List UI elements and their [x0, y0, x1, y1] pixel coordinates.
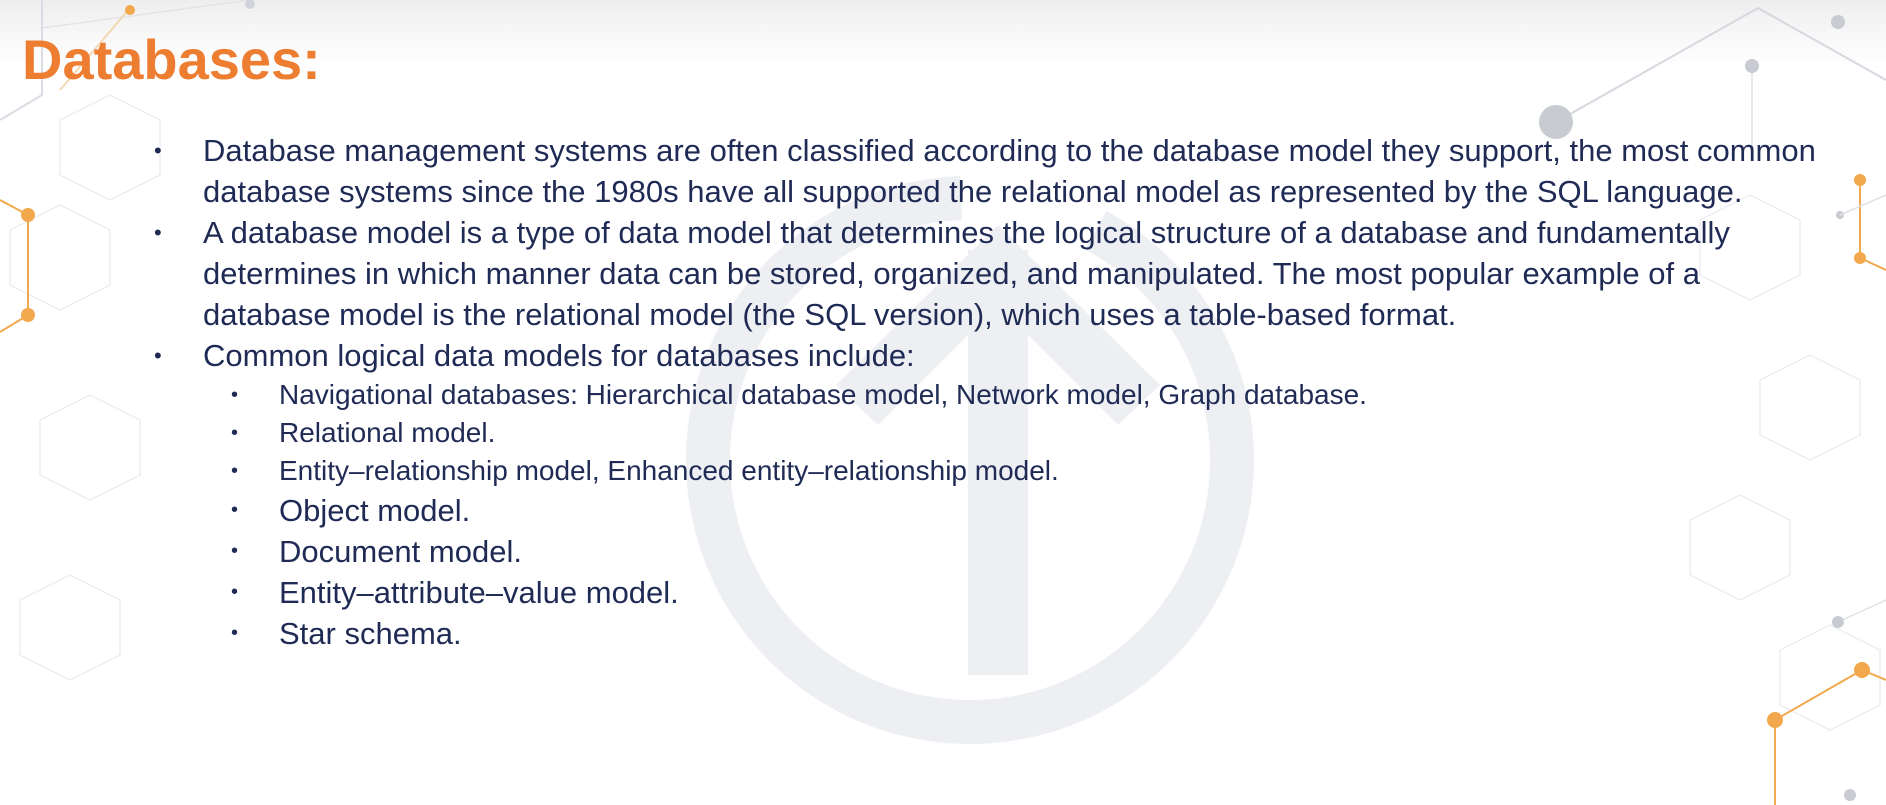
sub-bullet-item: [150, 452, 1830, 490]
bullet-item: [150, 335, 1830, 654]
sub-bullet-text: Entity–relationship model, Enhanced entity–relationship model.: [279, 455, 1059, 486]
sub-bullet-text: Star schema.: [279, 616, 462, 651]
sub-bullet-item: [150, 376, 1830, 414]
corner-decoration-left: [0, 200, 35, 332]
bullet-item: • Database management systems are often classified according to the database model they support, the most common database systems since the 1980s have all supported the relational model as represented by the SQL language.: [150, 130, 1830, 212]
sub-bullet-item: [150, 613, 1830, 654]
slide-title: Databases:: [22, 28, 321, 91]
sub-bullet-item: [150, 414, 1830, 452]
slide-content: [150, 130, 1830, 654]
sub-bullet-text: Navigational databases: Hierarchical database model, Network model, Graph database.: [279, 379, 1367, 410]
bullet-item: • A database model is a type of data model that determines the logical structure of a database and fundamentally determines in which manner data can be stored, organized, and manipulated. The most popular example of a database model is the relational model (the SQL version), which uses a table-based format.: [150, 212, 1830, 335]
sub-bullet-item: [150, 572, 1830, 613]
bullet-item-text: Common logical data models for databases include:: [203, 338, 915, 373]
sub-bullet-item: [150, 531, 1830, 572]
sub-bullet-text: Relational model.: [279, 417, 496, 448]
sub-bullet-text: Object model.: [279, 493, 471, 528]
sub-bullet-text: Document model.: [279, 534, 522, 569]
bullet-list: [150, 130, 1830, 654]
sub-bullet-text: Entity–attribute–value model.: [279, 575, 679, 610]
sub-bullet-item: [150, 490, 1830, 531]
sub-bullet-list: [203, 376, 1830, 654]
